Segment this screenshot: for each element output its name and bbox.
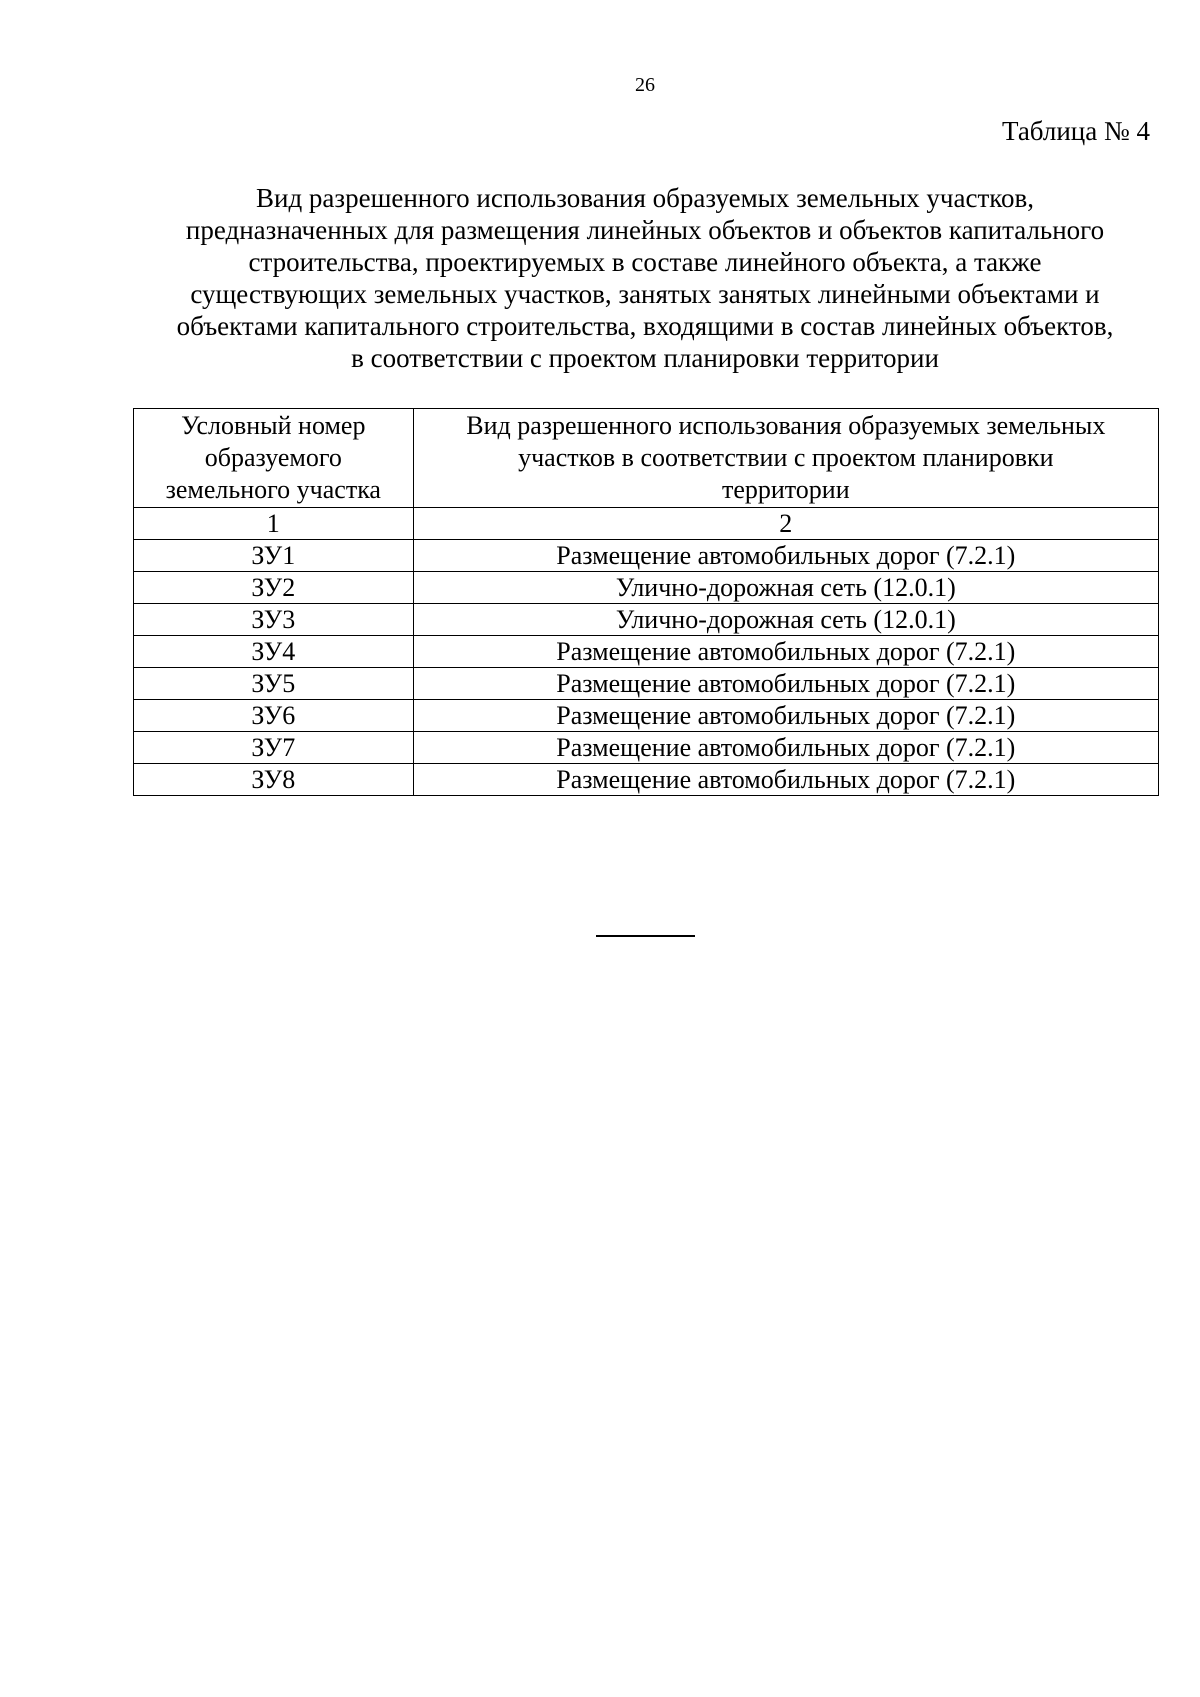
parcel-id-cell: ЗУ3 bbox=[134, 604, 414, 636]
header-line: территории bbox=[721, 475, 850, 504]
header-line: участков в соответствии с проектом планировки bbox=[518, 443, 1054, 472]
header-line: земельного участка bbox=[165, 475, 381, 504]
table-row bbox=[134, 604, 1159, 636]
permitted-use-cell: Размещение автомобильных дорог (7.2.1) bbox=[413, 732, 1158, 764]
heading-line: строительства, проектируемых в составе линейного объекта, а также bbox=[248, 247, 1042, 277]
header-line: Вид разрешенного использования образуемых земельных bbox=[466, 411, 1106, 440]
header-line: образуемого bbox=[204, 443, 342, 472]
table-row bbox=[134, 572, 1159, 604]
permitted-use-cell: Размещение автомобильных дорог (7.2.1) bbox=[413, 636, 1158, 668]
heading-line: существующих земельных участков, занятых занятых линейными объектами и bbox=[190, 279, 1100, 309]
table-row bbox=[134, 732, 1159, 764]
table-row bbox=[134, 636, 1159, 668]
table-label: Таблица № 4 bbox=[1002, 116, 1150, 146]
heading-line: предназначенных для размещения линейных объектов и объектов капитального bbox=[185, 215, 1105, 245]
table-row bbox=[134, 764, 1159, 796]
header-line: Условный номер bbox=[181, 411, 366, 440]
header-permitted-use bbox=[413, 409, 1158, 508]
permitted-use-cell: Размещение автомобильных дорог (7.2.1) bbox=[413, 700, 1158, 732]
permitted-use-cell: Размещение автомобильных дорог (7.2.1) bbox=[413, 764, 1158, 796]
permitted-use-cell: Размещение автомобильных дорог (7.2.1) bbox=[413, 668, 1158, 700]
column-number: 2 bbox=[413, 508, 1158, 540]
header-parcel-number bbox=[134, 409, 414, 508]
heading-line: Вид разрешенного использования образуемых земельных участков, bbox=[255, 183, 1035, 213]
parcel-id-cell: ЗУ7 bbox=[134, 732, 414, 764]
parcel-id-cell: ЗУ2 bbox=[134, 572, 414, 604]
heading-line: объектами капитального строительства, входящими в состав линейных объектов, bbox=[176, 311, 1114, 341]
document-heading bbox=[130, 182, 1160, 374]
parcel-id-cell: ЗУ4 bbox=[134, 636, 414, 668]
permitted-use-cell: Улично-дорожная сеть (12.0.1) bbox=[413, 572, 1158, 604]
column-number-row bbox=[134, 508, 1159, 540]
parcel-id-cell: ЗУ8 bbox=[134, 764, 414, 796]
land-use-table bbox=[133, 408, 1159, 796]
parcel-id-cell: ЗУ6 bbox=[134, 700, 414, 732]
permitted-use-cell: Размещение автомобильных дорог (7.2.1) bbox=[413, 540, 1158, 572]
heading-line: в соответствии с проектом планировки территории bbox=[351, 343, 939, 373]
page-number: 26 bbox=[635, 74, 655, 96]
parcel-id-cell: ЗУ5 bbox=[134, 668, 414, 700]
parcel-id-cell: ЗУ1 bbox=[134, 540, 414, 572]
permitted-use-cell: Улично-дорожная сеть (12.0.1) bbox=[413, 604, 1158, 636]
end-of-section-rule bbox=[596, 935, 695, 937]
table-header-row bbox=[134, 409, 1159, 508]
table-row bbox=[134, 700, 1159, 732]
table-row bbox=[134, 668, 1159, 700]
column-number: 1 bbox=[134, 508, 414, 540]
table-row bbox=[134, 540, 1159, 572]
